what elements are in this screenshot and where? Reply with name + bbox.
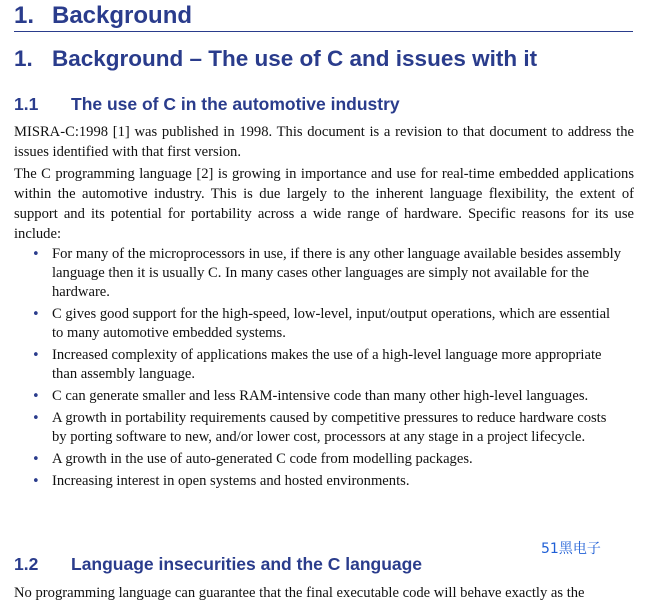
list-item: [32, 472, 622, 491]
bullet-icon: •: [32, 411, 40, 426]
paragraph-intro: MISRA-C:1998 [1] was published in 1998. This document is a revision to that document to address the issues identified with that first version.: [14, 124, 634, 160]
list-item: [32, 346, 622, 384]
list-item-text: A growth in the use of auto-generated C code from modelling packages.: [52, 451, 473, 467]
list-item-text: Increased complexity of applications makes the use of a high-level language more appropriate than assembly language.: [52, 347, 602, 382]
running-header-title: Background: [52, 2, 193, 29]
list-item-text: Increasing interest in open systems and hosted environments.: [52, 473, 410, 489]
section-heading: [14, 44, 537, 74]
bullet-icon: •: [32, 389, 40, 404]
list-item: [32, 409, 622, 447]
paragraph-insecurities: No programming language can guarantee that the final executable code will behave exactly as the: [14, 585, 585, 601]
bullet-icon: •: [32, 474, 40, 489]
section-title: Background – The use of C and issues with it: [52, 46, 538, 71]
subsection-heading-1-2: [14, 553, 422, 575]
subsection-number: 1.1: [14, 94, 39, 114]
list-item-text: For many of the microprocessors in use, if there is any other language available besides assembly language then it is usually C. In many cases other languages are simply not available for the hardware.: [52, 246, 621, 300]
section-number: 1.: [14, 46, 33, 71]
bullet-icon: •: [32, 452, 40, 467]
list-item-text: C can generate smaller and less RAM-intensive code than many other high-level languages.: [52, 388, 589, 404]
list-item-text: A growth in portability requirements caused by competitive pressures to reduce hardware costs by porting software to new, and/or lower cost, processors at any stage in a project lifecycle.: [52, 410, 607, 445]
reasons-list: [32, 245, 622, 494]
list-item: [32, 305, 622, 343]
list-item: [32, 245, 622, 302]
subsection-heading-1-1: [14, 93, 400, 115]
paragraph-reasons: The C programming language [2] is growing in importance and use for real-time embedded applications within the automotive industry. This is due largely to the inherent language flexibility, the extent of support and its potential for portability across a wide range of hardware. Specific reasons for its use include:: [14, 166, 634, 242]
bullet-icon: •: [32, 247, 40, 262]
subsection-title: Language insecurities and the C language: [71, 554, 423, 574]
bullet-icon: •: [32, 307, 40, 322]
subsection-title: The use of C in the automotive industry: [71, 94, 400, 114]
list-item: [32, 450, 622, 469]
list-item-text: C gives good support for the high-speed, low-level, input/output operations, which are essential to many automotive embedded systems.: [52, 306, 611, 341]
list-item: [32, 387, 622, 406]
bullet-icon: •: [32, 348, 40, 363]
running-header-number: 1.: [14, 2, 35, 29]
subsection-number: 1.2: [14, 554, 39, 574]
running-header: [14, 1, 633, 32]
watermark-label: 51黑电子: [541, 541, 601, 557]
